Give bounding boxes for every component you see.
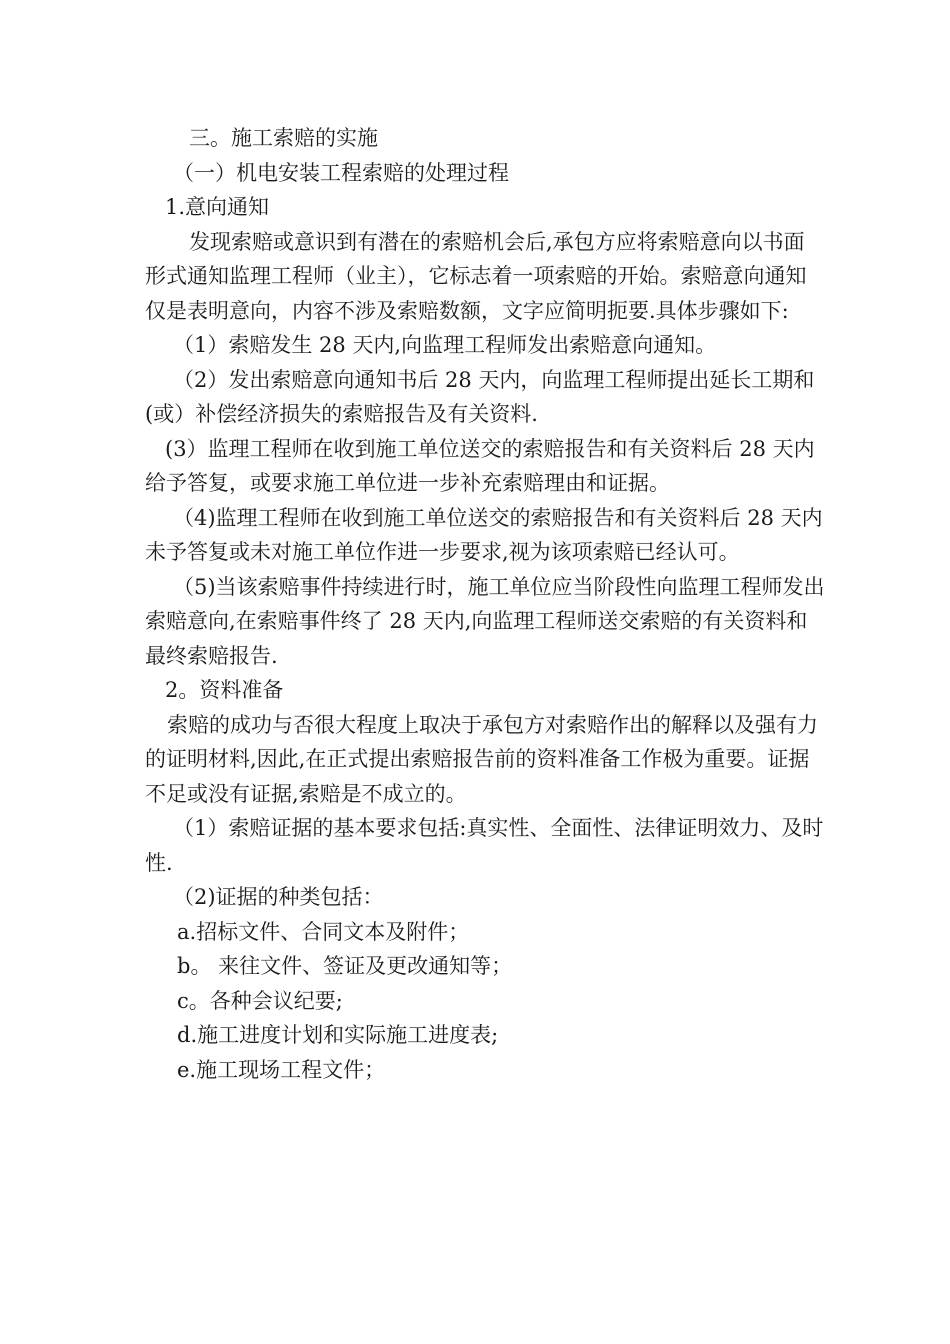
subheading-notice: 1.意向通知 bbox=[165, 195, 270, 219]
step-item-5: （5)当该索赔事件持续进行时，施工单位应当阶段性向监理工程师发出索赔意向,在索赔事件终了 28 天内,向监理工程师送交索赔的有关资料和最终索赔报告. bbox=[145, 574, 825, 668]
step-item-1: （1）索赔发生 28 天内,向监理工程师发出索赔意向通知。 bbox=[173, 333, 717, 357]
evidence-item-e: e.施工现场工程文件； bbox=[177, 1057, 386, 1082]
requirement-paragraph: （1）索赔证据的基本要求包括:真实性、全面性、法律证明效力、及时性. bbox=[145, 816, 824, 875]
step-item-2: （2）发出索赔意向通知书后 28 天内，向监理工程师提出延长工期和(或）补偿经济损失的索赔报告及有关资料. bbox=[145, 367, 815, 426]
evidence-item-a: a.招标文件、合同文本及附件； bbox=[177, 919, 470, 944]
intro-paragraph: 发现索赔或意识到有潜在的索赔机会后,承包方应将索赔意向以书面形式通知监理工程师（业主），它标志着一项索赔的开始。索赔意向通知仅是表明意向，内容不涉及索赔数额，文字应简明扼要.具体步骤如下: bbox=[145, 229, 807, 323]
materials-paragraph: 索赔的成功与否很大程度上取决于承包方对索赔作出的解释以及强有力的证明材料,因此,在正式提出索赔报告前的资料准备工作极为重要。证据不足或没有证据,索赔是不成立的。 bbox=[145, 712, 818, 806]
evidence-title: （2)证据的种类包括： bbox=[173, 885, 384, 909]
evidence-item-b: b。 来往文件、签证及更改通知等； bbox=[177, 954, 513, 978]
main-heading: 三。施工索赔的实施 bbox=[189, 126, 378, 150]
section-heading: （一）机电安装工程索赔的处理过程 bbox=[173, 160, 509, 185]
document-body bbox=[145, 121, 825, 1087]
step-item-4: （4)监理工程师在收到施工单位送交的索赔报告和有关资料后 28 天内未予答复或未对施工单位作进一步要求,视为该项索赔已经认可。 bbox=[145, 505, 823, 564]
evidence-item-d: d.施工进度计划和实际施工进度表; bbox=[177, 1023, 499, 1047]
evidence-item-c: c。各种会议纪要; bbox=[177, 988, 343, 1013]
subheading-materials: 2。资料准备 bbox=[165, 678, 284, 702]
step-item-3: (3）监理工程师在收到施工单位送交的索赔报告和有关资料后 28 天内给予答复，或要求施工单位进一步补充索赔理由和证据。 bbox=[145, 436, 815, 495]
